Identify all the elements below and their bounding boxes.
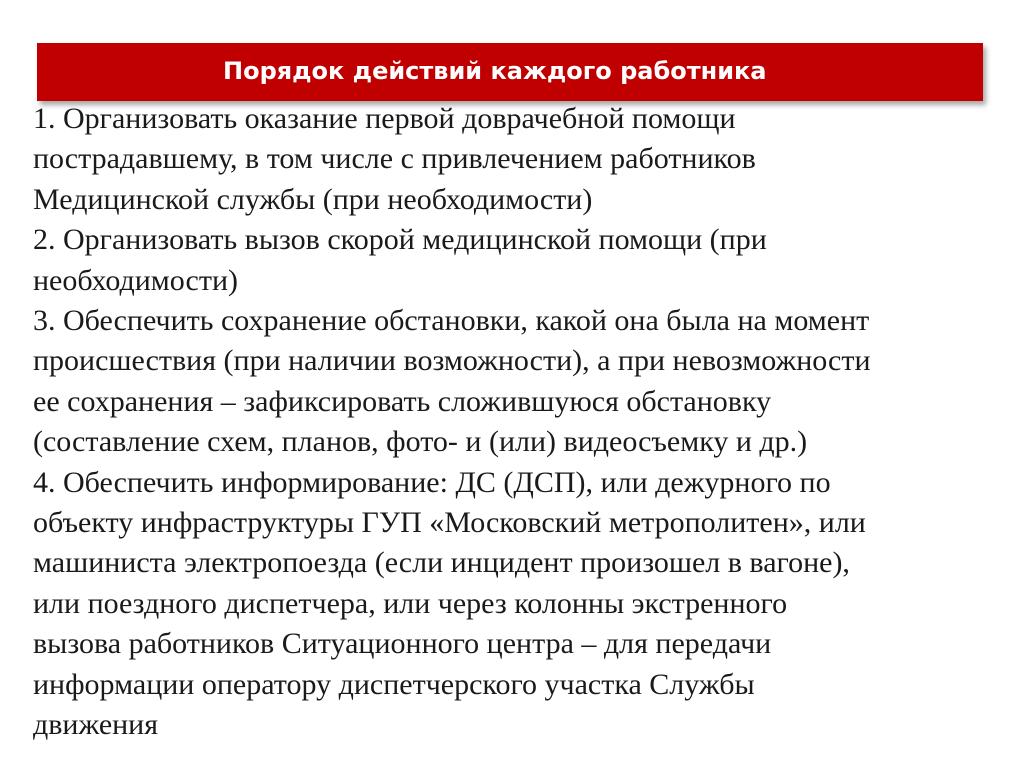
- body-line: информации оператору диспетчерского участка Службы: [33, 667, 755, 701]
- body-line: 4. Обеспечить информирование: ДС (ДСП), или дежурного по: [33, 465, 831, 499]
- body-line: (составление схем, планов, фото- и (или) видеосъемку и др.): [33, 425, 808, 459]
- slide-title: Порядок действий каждого работника: [223, 57, 767, 85]
- slide-body: [33, 99, 1008, 746]
- title-bar: [37, 43, 983, 101]
- body-line: необходимости): [33, 263, 239, 297]
- body-line: происшествия (при наличии возможности), а при невозможности: [33, 344, 871, 378]
- body-line: 1. Организовать оказание первой доврачебной помощи: [33, 102, 736, 135]
- body-line: 3. Обеспечить сохранение обстановки, какой она была на момент: [33, 304, 870, 338]
- body-line: 2. Организовать вызов скорой медицинской помощи (при: [33, 223, 767, 257]
- body-line: пострадавшему, в том числе с привлечением работников: [33, 142, 756, 176]
- body-line: движения: [33, 708, 159, 742]
- body-line: машиниста электропоезда (если инцидент произошел в вагоне),: [33, 546, 850, 580]
- body-line: или поездного диспетчера, или через колонны экстренного: [33, 586, 788, 620]
- body-line: вызова работников Ситуационного центра – для передачи: [33, 627, 772, 661]
- body-line: ее сохранения – зафиксировать сложившуюся обстановку: [33, 384, 772, 418]
- body-line: Медицинской службы (при необходимости): [33, 182, 593, 216]
- body-line: объекту инфраструктуры ГУП «Московский метрополитен», или: [33, 506, 866, 540]
